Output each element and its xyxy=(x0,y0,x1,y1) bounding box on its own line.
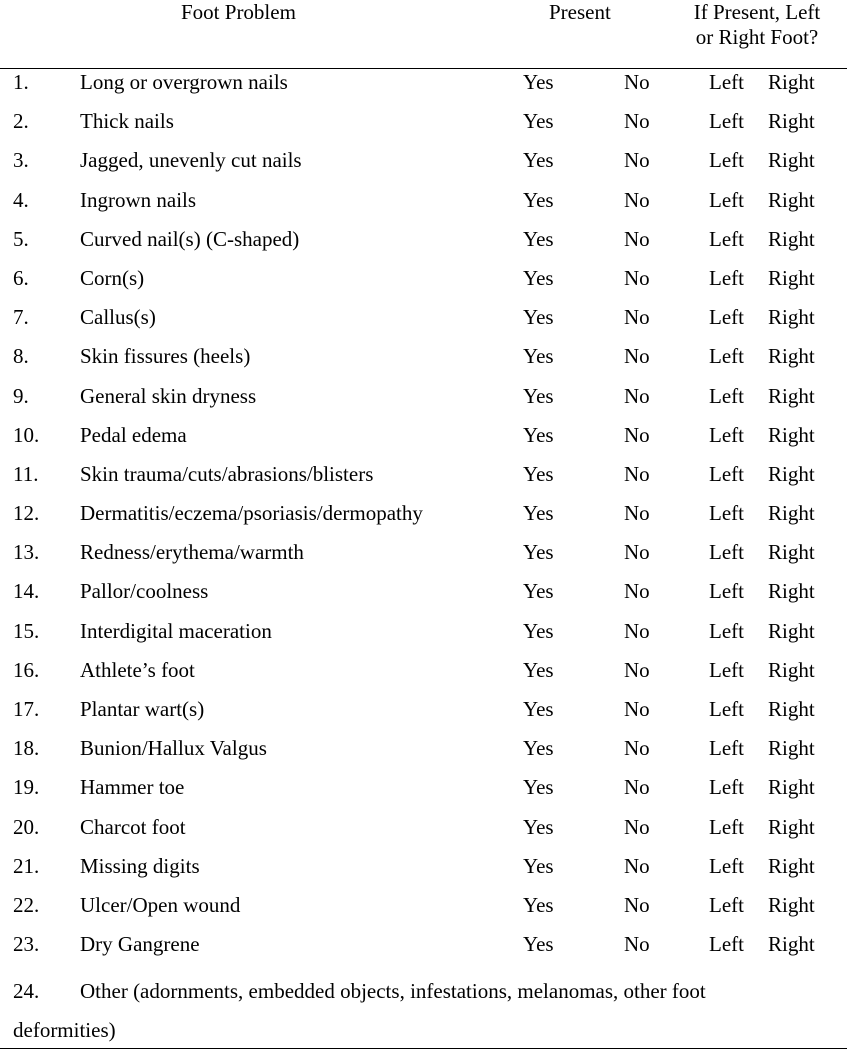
right-foot-option[interactable]: Right xyxy=(768,344,815,369)
row-label: Plantar wart(s) xyxy=(80,697,205,721)
problem-rows xyxy=(0,70,847,971)
no-option[interactable]: No xyxy=(624,383,650,408)
yes-option[interactable]: Yes xyxy=(523,657,554,682)
header-foot-problem: Foot Problem xyxy=(181,0,296,24)
row-number: 16. xyxy=(13,657,40,682)
no-option[interactable]: No xyxy=(624,501,650,526)
right-foot-option[interactable]: Right xyxy=(768,109,815,134)
left-foot-option[interactable]: Left xyxy=(709,187,744,212)
yes-option[interactable]: Yes xyxy=(523,736,554,761)
row-label: Pedal edema xyxy=(80,422,187,447)
right-foot-option[interactable]: Right xyxy=(768,932,815,957)
right-foot-option[interactable]: Right xyxy=(768,697,815,721)
right-foot-option[interactable]: Right xyxy=(768,540,815,565)
left-foot-option[interactable]: Left xyxy=(709,657,744,682)
right-foot-option[interactable]: Right xyxy=(768,148,815,173)
left-foot-option[interactable]: Left xyxy=(709,383,744,408)
right-foot-option[interactable]: Right xyxy=(768,775,815,800)
yes-option[interactable]: Yes xyxy=(523,853,554,878)
right-foot-option[interactable]: Right xyxy=(768,657,815,682)
right-foot-option[interactable]: Right xyxy=(768,70,815,94)
left-foot-option[interactable]: Left xyxy=(709,226,744,251)
right-foot-option[interactable]: Right xyxy=(768,305,815,330)
left-foot-option[interactable]: Left xyxy=(709,892,744,917)
row-label: Thick nails xyxy=(80,109,174,134)
yes-option[interactable]: Yes xyxy=(523,148,554,173)
left-foot-option[interactable]: Left xyxy=(709,461,744,486)
yes-option[interactable]: Yes xyxy=(523,697,554,721)
row-number: 2. xyxy=(13,109,29,134)
left-foot-option[interactable]: Left xyxy=(709,775,744,800)
row-number: 13. xyxy=(13,540,40,565)
table-row xyxy=(0,736,847,775)
no-option[interactable]: No xyxy=(624,422,650,447)
row-label: Skin trauma/cuts/abrasions/blisters xyxy=(80,461,374,486)
left-foot-option[interactable]: Left xyxy=(709,932,744,957)
left-foot-option[interactable]: Left xyxy=(709,618,744,643)
row-number: 12. xyxy=(13,501,40,526)
table-row xyxy=(0,384,847,423)
row-label: Bunion/Hallux Valgus xyxy=(80,736,267,761)
table-row xyxy=(0,109,847,148)
yes-option[interactable]: Yes xyxy=(523,344,554,369)
row-number: 9. xyxy=(13,383,29,408)
row-number: 3. xyxy=(13,148,29,173)
right-foot-option[interactable]: Right xyxy=(768,265,815,290)
row-number: 22. xyxy=(13,892,40,917)
row-number: 7. xyxy=(13,305,29,330)
no-option[interactable]: No xyxy=(624,540,650,565)
row-number: 23. xyxy=(13,932,40,957)
no-option[interactable]: No xyxy=(624,109,650,134)
no-option[interactable]: No xyxy=(624,461,650,486)
left-foot-option[interactable]: Left xyxy=(709,697,744,721)
table-row xyxy=(0,619,847,658)
row-number: 11. xyxy=(13,461,39,486)
row-label: Ingrown nails xyxy=(80,187,197,212)
table-row xyxy=(0,854,847,893)
row-label: General skin dryness xyxy=(80,383,257,408)
row-label: Redness/erythema/warmth xyxy=(80,540,304,565)
table-row xyxy=(0,266,847,305)
yes-option[interactable]: Yes xyxy=(523,70,554,94)
table-row xyxy=(0,148,847,187)
right-foot-option[interactable]: Right xyxy=(768,736,815,761)
table-row xyxy=(0,227,847,266)
table-row xyxy=(0,775,847,814)
row-label: Interdigital maceration xyxy=(80,618,272,643)
header-foot-side-line1: If Present, Left xyxy=(693,0,821,24)
row-number: 20. xyxy=(13,814,40,839)
row-number: 14. xyxy=(13,579,40,604)
left-foot-option[interactable]: Left xyxy=(709,814,744,839)
right-foot-option[interactable]: Right xyxy=(768,383,815,408)
no-option[interactable]: No xyxy=(624,344,650,369)
row-label: Athlete’s foot xyxy=(80,657,195,682)
table-row xyxy=(0,658,847,697)
header-foot-side-line2: or Right Foot? xyxy=(695,25,819,49)
yes-option[interactable]: Yes xyxy=(523,618,554,643)
table-row xyxy=(0,815,847,854)
left-foot-option[interactable]: Left xyxy=(709,540,744,565)
right-foot-option[interactable]: Right xyxy=(768,187,815,212)
table-row xyxy=(0,932,847,971)
row-number: 10. xyxy=(13,422,40,447)
row-number: 15. xyxy=(13,618,40,643)
right-foot-option[interactable]: Right xyxy=(768,579,815,604)
header-present: Present xyxy=(549,0,611,24)
no-option[interactable]: No xyxy=(624,226,650,251)
right-foot-option[interactable]: Right xyxy=(768,461,815,486)
yes-option[interactable]: Yes xyxy=(523,579,554,604)
table-row xyxy=(0,188,847,227)
yes-option[interactable]: Yes xyxy=(523,814,554,839)
row-label: Pallor/coolness xyxy=(80,579,209,604)
left-foot-option[interactable]: Left xyxy=(709,109,744,134)
right-foot-option[interactable]: Right xyxy=(768,853,815,878)
table-row xyxy=(0,501,847,540)
row-number: 5. xyxy=(13,226,29,251)
row-label: Jagged, unevenly cut nails xyxy=(80,148,302,173)
yes-option[interactable]: Yes xyxy=(523,540,554,565)
row-number: 4. xyxy=(13,187,29,212)
yes-option[interactable]: Yes xyxy=(523,932,554,957)
right-foot-option[interactable]: Right xyxy=(768,501,815,526)
row-label: Dermatitis/eczema/psoriasis/dermopathy xyxy=(80,501,423,526)
row-label: Long or overgrown nails xyxy=(80,70,288,94)
left-foot-option[interactable]: Left xyxy=(709,148,744,173)
yes-option[interactable]: Yes xyxy=(523,422,554,447)
row-number: 18. xyxy=(13,736,40,761)
table-row xyxy=(0,462,847,501)
no-option[interactable]: No xyxy=(624,148,650,173)
no-option[interactable]: No xyxy=(624,265,650,290)
no-option[interactable]: No xyxy=(624,187,650,212)
no-option[interactable]: No xyxy=(624,932,650,957)
right-foot-option[interactable]: Right xyxy=(768,892,815,917)
no-option[interactable]: No xyxy=(624,305,650,330)
footer-rule xyxy=(0,1048,847,1049)
left-foot-option[interactable]: Left xyxy=(709,265,744,290)
right-foot-option[interactable]: Right xyxy=(768,814,815,839)
yes-option[interactable]: Yes xyxy=(523,265,554,290)
yes-option[interactable]: Yes xyxy=(523,892,554,917)
right-foot-option[interactable]: Right xyxy=(768,618,815,643)
yes-option[interactable]: Yes xyxy=(523,226,554,251)
no-option[interactable]: No xyxy=(624,697,650,721)
table-row xyxy=(0,893,847,932)
table-row xyxy=(0,344,847,383)
row-label: Skin fissures (heels) xyxy=(80,344,251,369)
header-rule xyxy=(0,68,847,69)
left-foot-option[interactable]: Left xyxy=(709,305,744,330)
row-number: 17. xyxy=(13,697,40,721)
row-label: Ulcer/Open wound xyxy=(80,892,241,917)
row-number: 24. xyxy=(13,979,40,1003)
row-number: 19. xyxy=(13,775,40,800)
no-option[interactable]: No xyxy=(624,579,650,604)
row-label: Charcot foot xyxy=(80,814,186,839)
no-option[interactable]: No xyxy=(624,618,650,643)
row-number: 8. xyxy=(13,344,29,369)
yes-option[interactable]: Yes xyxy=(523,187,554,212)
no-option[interactable]: No xyxy=(624,736,650,761)
no-option[interactable]: No xyxy=(624,775,650,800)
table-row xyxy=(0,540,847,579)
row-label: Other (adornments, embedded objects, infestations, melanomas, other foot xyxy=(80,979,706,1003)
yes-option[interactable]: Yes xyxy=(523,383,554,408)
left-foot-option[interactable]: Left xyxy=(709,344,744,369)
left-foot-option[interactable]: Left xyxy=(709,736,744,761)
row-number: 6. xyxy=(13,265,29,290)
yes-option[interactable]: Yes xyxy=(523,305,554,330)
table-row xyxy=(0,70,847,109)
left-foot-option[interactable]: Left xyxy=(709,70,744,94)
yes-option[interactable]: Yes xyxy=(523,109,554,134)
no-option[interactable]: No xyxy=(624,657,650,682)
row-number: 21. xyxy=(13,853,40,878)
left-foot-option[interactable]: Left xyxy=(709,579,744,604)
table-row xyxy=(0,305,847,344)
no-option[interactable]: No xyxy=(624,814,650,839)
row-label: Callus(s) xyxy=(80,305,156,330)
row-label: Curved nail(s) (C-shaped) xyxy=(80,226,300,251)
no-option[interactable]: No xyxy=(624,70,650,94)
row-label: Dry Gangrene xyxy=(80,932,200,957)
yes-option[interactable]: Yes xyxy=(523,775,554,800)
row-label-continuation: deformities) xyxy=(13,1018,116,1042)
yes-option[interactable]: Yes xyxy=(523,501,554,526)
left-foot-option[interactable]: Left xyxy=(709,422,744,447)
row-number: 1. xyxy=(13,70,29,94)
header-foot-side xyxy=(682,0,832,50)
right-foot-option[interactable]: Right xyxy=(768,422,815,447)
left-foot-option[interactable]: Left xyxy=(709,501,744,526)
yes-option[interactable]: Yes xyxy=(523,461,554,486)
table-row xyxy=(0,423,847,462)
row-label: Missing digits xyxy=(80,853,200,878)
row-label: Hammer toe xyxy=(80,775,185,800)
table-row xyxy=(0,579,847,618)
no-option[interactable]: No xyxy=(624,853,650,878)
right-foot-option[interactable]: Right xyxy=(768,226,815,251)
no-option[interactable]: No xyxy=(624,892,650,917)
table-row xyxy=(0,697,847,736)
row-label: Corn(s) xyxy=(80,265,145,290)
left-foot-option[interactable]: Left xyxy=(709,853,744,878)
